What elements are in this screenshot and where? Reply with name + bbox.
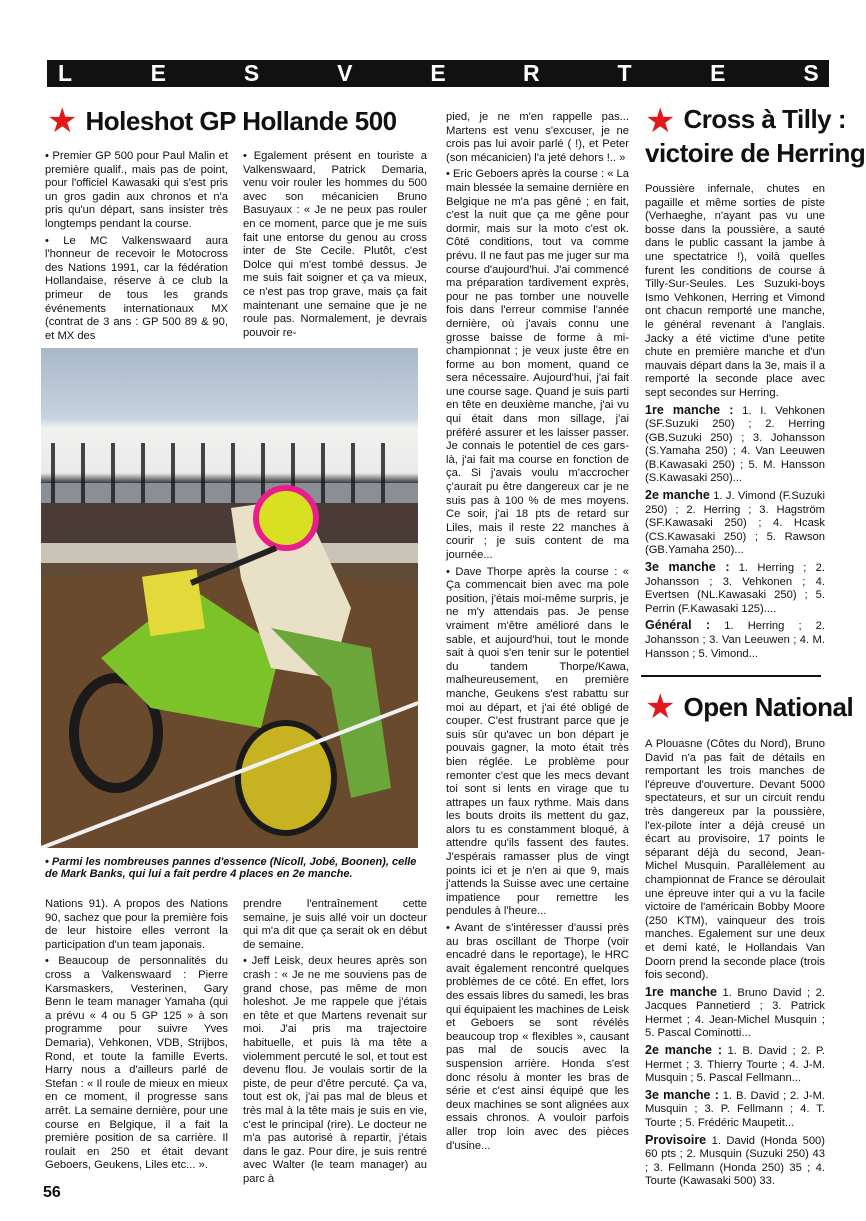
article-heading	[645, 690, 853, 724]
motocross-photo	[41, 348, 418, 848]
article-heading	[645, 104, 846, 138]
paragraph: • Egalement présent en touriste a Valkenswaard, Patrick Demaria, venu voir rouler les hommes du 500 avec son mécanicien Bruno Basuyaux : « Je ne peux pas rouler en ce moment, parce que je me suis fait une entorse du genou au cross inter de Ste Cecile. Plutôt, c'est Dolce qui m'est tombé dessus. Je me suis fait soigner et ça va mieux, ce n'est pas trop grave, mais ça fait maintenant une semaine que je ne roule pas. Normalement, je devrais pouvoir re-	[243, 150, 427, 339]
paragraph: A Plouasne (Côtes du Nord), Bruno David n'a pas fait de détails en remportant les trois manches de l'épreuve d'ouverture. Devant 5000 spectateurs, et sur un circuit rendu très dangereux par la poussière, l'ex-pilote inter a déjà creusé un écart au provisoire, 17 points le séparant déjà du second, Jean-Michel Musquin. Parallèlement au championnat de France se déroulait une épreuve inter qui a vu la facile victoire de l'américain Bobby Moore (250 KTM), vainqueur des trois manches. Egalement sur une deux et demi katé, le Hollandais Van Doorn prend la seconde place (trois fois second).	[645, 738, 825, 982]
results-label: Provisoire	[645, 1132, 707, 1147]
results-paragraph	[645, 1134, 825, 1189]
results-text: 1. J. Vimond (F.Suzuki 250) ; 2. Herring ; 3. Hagström (SF.Kawasaki 250) ; 4. Hcask (CS.Kawasaki 250) ; 5. Rawson (GB.Yamaha 250)...	[645, 490, 825, 557]
results-text: 1. B. David ; 2. J-M. Musquin ; 3. P. Fellmann ; 4. T. Tourte ; 5. Frédéric Maupetit...	[645, 1089, 826, 1130]
paragraph: • Le MC Valkenswaard aura l'honneur de recevoir le Motocross des Nations 1991, car la fédération Hollandaise, réserve à ce club la primeur de tous les grands événements internationaux MX (contrat de 3 ans : GP 500 89 & 90, et MX des	[45, 234, 228, 342]
star-icon: ★	[645, 102, 676, 140]
page-number: 56	[43, 1184, 61, 1201]
article-heading	[47, 104, 397, 138]
star-icon: ★	[47, 102, 78, 140]
article-column	[243, 150, 427, 343]
results-paragraph	[645, 1089, 825, 1131]
results-label: 2e manche :	[645, 1043, 723, 1058]
paragraph: • Eric Geboers après la course : « La main blessée la semaine dernière en Belgique ne m'a pas gêné ; en fait, c'est la nuit que ça me gêne pour dormir, mais sur la moto c'est ok. Côté conditions, tout va comme prévu. Il ne faut pas me juger sur ma course d'aujourd'hui. J'ai commencé ma préparation tardivement exprès, pour ne pas tomber une nouvelle fois dans l'erreur commise l'année dernière, où j'avais connu une grosse baisse de forme à mi-championnat ; je veux juste être en forme au bon moment, quand ce sera nécessaire. Aujourd'hui, j'ai fait une course sage. Quand je suis parti en tête en deuxième manche, j'ai vu qui était dans mon sillage, j'ai préféré assurer et les laisser passer. Je connais le potentiel de ces gars-là, j'ai fait ma course en fonction de ça. Si j'avais voulu m'accrocher ç'aurait pu être dangereux car je ne suis pas à 100 % de mes moyens. Ce soir, j'ai 18 pts de retard sur Liles, mais il reste 22 manches à courir ; je suis content de ma journée...	[446, 168, 630, 561]
article-column	[645, 738, 825, 1192]
banner-letter: E	[430, 60, 446, 86]
results-text: 1. David (Honda 500) 60 pts ; 2. Musquin (Suzuki 250) 43 ; 3. Fellmann (Honda 250) 35 ; 4. Tourte (Kawasaki 500) 33.	[645, 1134, 826, 1188]
results-paragraph	[645, 489, 825, 558]
banner-letter: E	[710, 60, 726, 86]
results-text: 1. I. Vehkonen (SF.Suzuki 250) ; 2. Herring (GB.Suzuki 250) ; 3. Johansson (S.Yamaha 250) ; 4. Van Leeuwen (B.Kawasaki 250) ; 5. M. Hansson (S.Kawasaki 250)...	[645, 404, 825, 485]
banner-letter: E	[150, 60, 166, 86]
banner-letter: S	[803, 60, 819, 86]
results-text: 1. Herring ; 2. Johansson ; 3. Van Leeuwen ; 4. M. Hansson ; 5. Vimond...	[645, 620, 825, 660]
results-label: 1re manche	[645, 984, 717, 999]
paragraph: • Dave Thorpe après la course : « Ça commencait bien avec ma pole position, j'étais moi-même surpris, je ne m'y attendais pas. Je pense vraiment m'être amélioré dans le sable, et aujourd'hui, tout le monde sait à quoi s'en tenir sur le potentiel du tandem Thorpe/Kawa, malheureusement, en première manche, Geukens s'est rabattu sur moi au départ, et j'ai été obligé de couper. C'est frustrant parce que je suis sûr qu'avec un bon départ je pouvais gagner, la moto était très bien réglée. Le problème pour remonter c'est que les mecs devant toi sont si lents en virage que tu attrapes un faux rythme. Mais dans les bouts droits ils mettent du gaz, alors tu es constamment bloqué, à attendre qu'ils fassent des fautes. J'espérais ramasser plus de vingt points ici et je n'en ai que 9, mais j'attends la Suisse avec une certaine impatience pour remettre les pendules à l'heure...	[446, 565, 629, 918]
results-text: 1. Herring ; 2. Johansson ; 3. Vehkonen ; 4. Evertsen (NL.Kawasaki 250) ; 5. Perrin (F.Kawasaki 125)....	[645, 562, 825, 615]
section-banner	[47, 60, 829, 87]
results-label: Général :	[645, 618, 711, 633]
photo-caption: • Parmi les nombreuses pannes d'essence (Nicoll, Jobé, Boonen), celle de Mark Banks, qui lui a fait perdre 4 places en 2e manche.	[45, 856, 417, 880]
article-title: victoire de Herring	[645, 138, 866, 168]
banner-letter: R	[522, 60, 540, 86]
results-paragraph	[645, 404, 825, 487]
article-title: Holeshot GP Hollande 500	[85, 106, 397, 136]
banner-letter: L	[57, 60, 73, 86]
article-column	[45, 898, 228, 1176]
article-column	[243, 898, 427, 1189]
results-paragraph	[645, 561, 825, 616]
paragraph: pied, je ne m'en rappelle pas... Martens est venu s'excuser, je ne crois pas lui avoir parlé ( !), et Peter (son mécanicien) l'a jeté dehors !.. »	[446, 111, 629, 164]
results-text: 1. Bruno David ; 2. Jacques Pannetierd ; 3. Patrick Hermet ; 4. Jean-Michel Musquin ; 5. Pascal Cominotti...	[645, 986, 826, 1040]
results-label: 3e manche :	[645, 560, 730, 575]
paragraph: Nations 91). A propos des Nations 90, sachez que pour la première fois de leur histoire elles verront la participation d'un team japonais.	[45, 898, 228, 951]
article-column	[45, 150, 228, 346]
results-paragraph	[645, 619, 825, 661]
article-title: Open National	[683, 692, 854, 722]
article-title: Cross à Tilly :	[683, 104, 847, 134]
article-column	[645, 183, 825, 664]
results-label: 3e manche :	[645, 1087, 719, 1102]
results-paragraph	[645, 1044, 825, 1086]
results-paragraph	[645, 986, 825, 1041]
article-column	[446, 111, 629, 1156]
results-text: 1. B. David ; 2. P. Hermet ; 3. Thierry Tourte ; 4. J-M. Musquin ; 5. Pascal Fellmann...	[645, 1045, 826, 1085]
banner-letter: S	[243, 60, 260, 86]
banner-letter: V	[337, 60, 353, 86]
banner-letter: T	[617, 60, 632, 86]
paragraph: • Beaucoup de personnalités du cross a Valkenswaard : Pierre Karsmaskers, Vesterinen, Gary Benn le team manager Yamaha (qui a prévu « 4 ou 5 GP 125 » à son programme pour suivre Yves Demaria), Vehkonen, VDB, Strijbos, Rond, et toute la famille Everts. Harry nous a d'ailleurs parlé de Stefan : « Il roule de mieux en mieux en ce moment, il progresse sans arrêt. La semaine dernière, pour une course en Belgique, il a fait la première position de sa carrière. Il roulait en 250 et était devant Geboers, Geukens, Liles etc... ».	[45, 955, 228, 1172]
paragraph: prendre l'entraînement cette semaine, je suis allé voir un docteur qui m'a dit que ça serait ok en début de semaine.	[243, 898, 427, 951]
star-icon: ★	[645, 688, 676, 726]
results-label: 2e manche	[645, 488, 710, 503]
paragraph: • Jeff Leisk, deux heures après son crash : « Je ne me souviens pas de grand chose, pas même de mon holeshot. Je me rappele que j'étais en tête et que Martens revenait sur moi. J'ai pris ma trajectoire habituelle, et puis là ma tête a violemment percuté le sol, et tout est devenu flou. Je voulais sortir de la piste, de peur d'être percuté. Ça va, tout est ok, j'ai pas mal de bleus et très mal à la tête mais je suis en vie, c'est le principal (rire). Le docteur ne m'a pas autorisé à repartir, j'étais dans le gaz. Pour dire, je suis rentré avec Walter (le team manager) au parc à	[243, 955, 427, 1185]
photo-illustration	[41, 348, 418, 848]
paragraph: • Avant de s'intéresser d'aussi près au bras oscillant de Thorpe (voir encadré dans le reportage), le HRC avait également rencontré quelques problèmes de ce côté. En effet, lors des essais libres du samedi, les bras qui équipaient les machines de Leisk et Geboers se sont révélés beaucoup trop « flexibles », causant pas mal de soucis avec la suspension arrière. Honda s'est donc résolu à monter les bras de série et c'est ainsi équipé que les deux machines se sont alignées aux essais chronos. A vouloir parfois aller trop loin avec des pièces d'usine...	[446, 922, 629, 1152]
divider	[641, 675, 821, 677]
results-label: 1re manche :	[645, 402, 734, 417]
paragraph: Poussière infernale, chutes en pagaille et même sorties de piste (Verhaeghe, n'ayant pas vu une bosse dans la poussière, a sauté dans le public cassant la jambe à une spectatrice !), voilà quelles furent les conditions de course à Tilly-Sur-Seules. Les Suzuki-boys Ismo Vehkonen, Herring et Vimond ont chacun remporté une manche, le général revenant à l'anglais. Jacky a été victime d'une petite chute en première manche et d'un mauvais départ dans la 3e, mais il a remporté la seconde place avec sept secondes sur Herring.	[645, 183, 825, 399]
paragraph: • Premier GP 500 pour Paul Malin et première qualif., mais pas de point, pour l'officiel Kawasaki qui s'est pris un gros gadin aux chronos et n'a pris qu'un départ, sans insister très longtemps pendant la course.	[45, 150, 228, 230]
